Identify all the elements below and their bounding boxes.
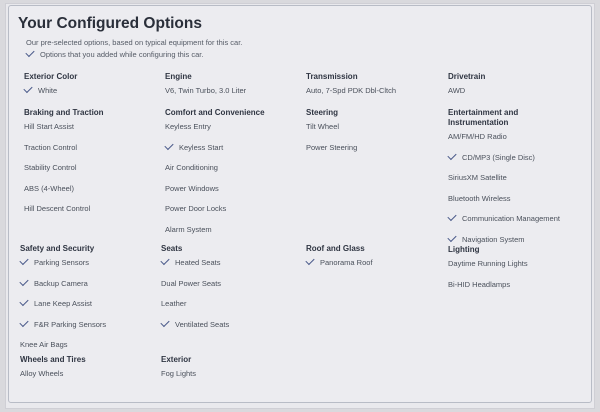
option-label: Tilt Wheel: [306, 122, 340, 131]
section-heading: Exterior: [161, 355, 192, 364]
option-item: [24, 121, 104, 140]
option-item: [306, 121, 357, 140]
checkmark-icon: [19, 256, 28, 265]
section-comfort-and-convenience: [165, 108, 265, 242]
option-item: [24, 162, 104, 181]
option-label: Navigation System: [462, 234, 525, 244]
section-roof-and-glass: [306, 244, 373, 276]
section-wheels-and-tires: [20, 355, 86, 387]
checkmark-icon: [447, 232, 456, 241]
checkmark-icon: [164, 140, 173, 149]
checkmark-icon: [23, 84, 32, 93]
option-label: Panorama Roof: [320, 258, 373, 267]
option-label: Keyless Start: [179, 142, 224, 152]
option-label: Bi-HID Headlamps: [448, 279, 511, 289]
option-item: [24, 203, 104, 222]
option-label: Fog Lights: [161, 369, 197, 378]
section-steering: [306, 108, 357, 160]
section-heading: Steering: [306, 108, 339, 117]
section-exterior-color: [24, 72, 77, 104]
option-label: Bluetooth Wireless: [448, 193, 511, 203]
section-entertainment-and-instrumentation: [448, 108, 560, 252]
option-item: [165, 121, 265, 140]
option-item: [165, 85, 246, 104]
section-heading: Engine: [165, 72, 192, 81]
option-item: [20, 278, 106, 297]
option-label: Power Windows: [165, 183, 219, 193]
option-item: [161, 278, 229, 297]
checkmark-icon: [19, 276, 28, 285]
option-item: [161, 257, 229, 276]
legend-text: Options that you added while configuring this car.: [40, 50, 204, 59]
option-item: [20, 257, 106, 276]
option-item: [165, 162, 265, 181]
section-drivetrain: [448, 72, 485, 104]
checkmark-icon: [19, 297, 28, 306]
option-item: [165, 142, 265, 161]
section-safety-and-security: [20, 244, 106, 358]
checkmark-icon: [447, 212, 456, 221]
section-heading: Transmission: [306, 72, 358, 81]
option-item: [448, 172, 560, 191]
option-item: [161, 298, 229, 317]
option-label: F&R Parking Sensors: [34, 319, 107, 329]
option-item: [448, 85, 485, 104]
section-heading: Comfort and Convenience: [165, 108, 265, 117]
option-label: Keyless Entry: [165, 122, 211, 131]
option-label: Leather: [161, 299, 187, 308]
option-item: [161, 319, 229, 338]
option-label: White: [38, 86, 58, 95]
option-item: [448, 213, 560, 232]
checkmark-icon: [19, 317, 28, 326]
section-heading: Seats: [161, 244, 183, 253]
option-item: [448, 258, 528, 277]
option-label: Lane Keep Assist: [34, 299, 92, 308]
option-label: SiriusXM Satellite: [448, 173, 507, 182]
section-lighting: [448, 245, 528, 297]
option-item: [448, 131, 560, 150]
section-transmission: [306, 72, 396, 104]
section-engine: [165, 72, 246, 104]
section-exterior: [161, 355, 196, 387]
option-item: [306, 257, 373, 276]
option-item: [161, 368, 196, 387]
section-braking-and-traction: [24, 108, 104, 222]
option-label: Ventilated Seats: [175, 319, 230, 329]
option-label: Alarm System: [165, 224, 212, 234]
option-label: Backup Camera: [34, 278, 88, 288]
option-item: [20, 298, 106, 317]
option-item: [24, 85, 77, 104]
option-item: [448, 152, 560, 171]
option-item: [165, 183, 265, 202]
section-heading: Lighting: [448, 245, 480, 254]
section-heading: Exterior Color: [24, 72, 78, 81]
option-label: Knee Air Bags: [20, 340, 68, 349]
option-label: Air Conditioning: [165, 163, 218, 172]
option-item: [306, 142, 357, 161]
option-label: AWD: [448, 86, 466, 95]
option-label: Parking Sensors: [34, 258, 90, 267]
checkmark-icon: [25, 48, 34, 57]
page-title: Your Configured Options: [18, 15, 202, 32]
subtitle: Our pre-selected options, based on typical equipment for this car.: [26, 38, 243, 47]
option-label: AM/FM/HD Radio: [448, 132, 507, 141]
option-label: Communication Management: [462, 214, 560, 223]
option-item: [448, 193, 560, 212]
checkmark-icon: [160, 317, 169, 326]
option-item: [24, 183, 104, 202]
option-label: CD/MP3 (Single Disc): [462, 152, 535, 162]
option-label: Daytime Running Lights: [448, 259, 528, 268]
section-heading: Drivetrain: [448, 72, 486, 81]
option-item: [20, 368, 86, 387]
option-label: Traction Control: [24, 142, 78, 152]
section-seats: [161, 244, 229, 337]
option-item: [448, 279, 528, 298]
option-item: [20, 319, 106, 338]
option-label: ABS (4-Wheel): [24, 183, 75, 193]
section-heading: Safety and Security: [20, 244, 95, 253]
option-item: [306, 85, 396, 104]
section-heading: Wheels and Tires: [20, 355, 86, 364]
checkmark-icon: [160, 256, 169, 265]
option-label: Power Door Locks: [165, 204, 227, 213]
option-label: Auto, 7-Spd PDK Dbl-Cltch: [306, 86, 397, 95]
option-label: Heated Seats: [175, 258, 221, 267]
section-heading: Entertainment and Instrumentation: [448, 108, 519, 127]
option-label: Hill Descent Control: [24, 204, 91, 213]
checkmark-icon: [447, 150, 456, 159]
option-label: Hill Start Assist: [24, 122, 75, 131]
section-heading: Braking and Traction: [24, 108, 104, 117]
option-label: Power Steering: [306, 142, 358, 152]
option-item: [165, 203, 265, 222]
checkmark-icon: [305, 256, 314, 265]
option-label: Dual Power Seats: [161, 278, 222, 288]
option-label: Stability Control: [24, 163, 77, 172]
option-label: Alloy Wheels: [20, 369, 64, 378]
option-label: V6, Twin Turbo, 3.0 Liter: [165, 86, 247, 95]
option-item: [24, 142, 104, 161]
legend: [26, 50, 203, 59]
section-heading: Roof and Glass: [306, 244, 365, 253]
option-item: [165, 224, 265, 243]
